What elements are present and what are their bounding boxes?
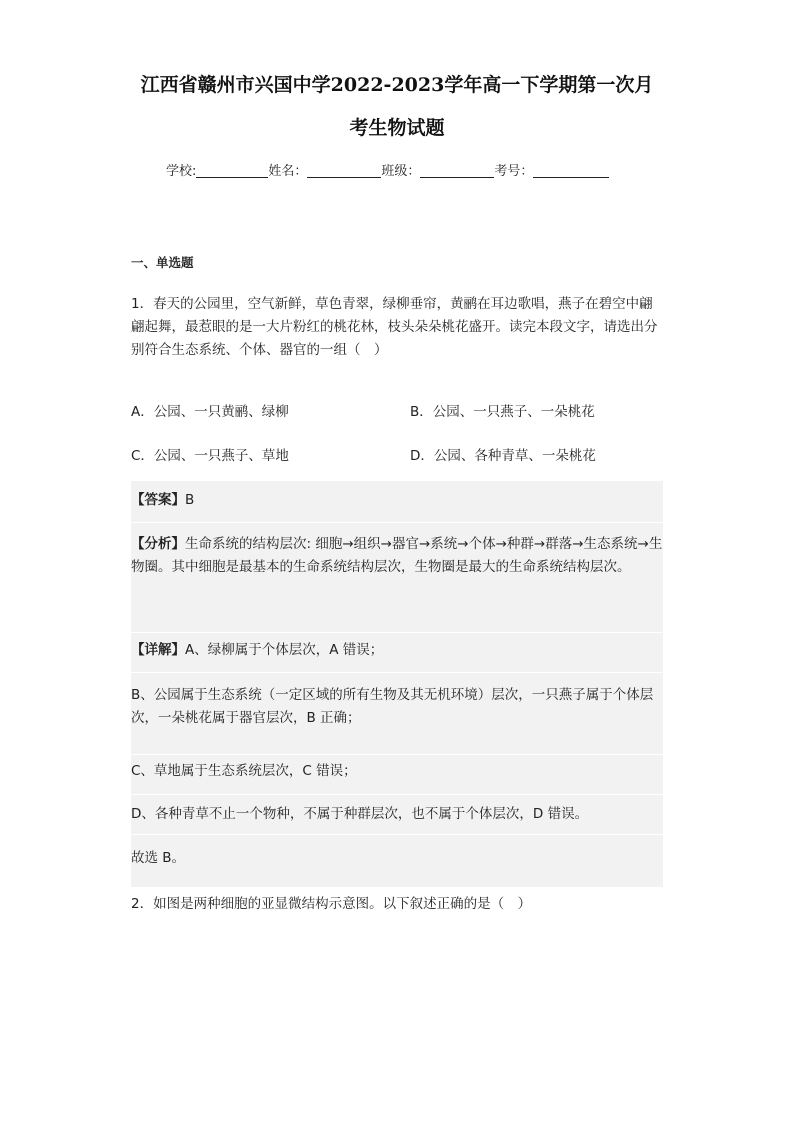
answer-tag: 【答案】	[131, 492, 185, 508]
page-title-line2: 考生物试题	[349, 117, 445, 139]
divider	[131, 794, 663, 795]
divider	[131, 522, 663, 523]
class-label: 班级：	[381, 164, 421, 179]
conclusion-line: 故选 B。	[131, 850, 186, 866]
question-1-stem: 1．春天的公园里，空气新鲜，草色青翠，绿柳垂帘，黄鹂在耳边歌唱，燕子在碧空中翩翩起舞，最惹眼的是一大片粉红的桃花林，枝头朵朵桃花盛开。读完本段文字，请选出分别符合生态系统、个体、器官的一组（ ）	[131, 296, 658, 358]
student-info-row	[166, 160, 609, 179]
divider	[131, 834, 663, 835]
question-1-option-b: B．公园、一只燕子、一朵桃花	[410, 404, 595, 420]
class-blank[interactable]	[420, 163, 494, 178]
analysis-paragraph	[131, 533, 663, 579]
question-1-option-d: D．公园、各种青草、一朵桃花	[410, 448, 596, 464]
answer-value: B	[185, 492, 195, 508]
question-1-option-a: A．公园、一只黄鹂、绿柳	[131, 404, 289, 420]
detail-a-text: A、绿柳属于个体层次，A 错误；	[185, 642, 384, 658]
detail-c-line: C、草地属于生态系统层次，C 错误；	[131, 763, 357, 779]
detail-d-line: D、各种青草不止一个物种，不属于种群层次，也不属于个体层次，D 错误。	[131, 806, 589, 822]
name-blank[interactable]	[307, 163, 381, 178]
exam-number-label: 考号：	[494, 164, 534, 179]
page-title-line1: 江西省赣州市兴国中学2022-2023学年高一下学期第一次月	[140, 74, 654, 96]
detail-a-line	[131, 639, 663, 662]
divider	[131, 754, 663, 755]
analysis-tag: 【分析】	[131, 536, 185, 552]
question-2-stem: 2．如图是两种细胞的亚显微结构示意图。以下叙述正确的是（ ）	[131, 896, 532, 912]
question-1-option-c: C．公园、一只燕子、草地	[131, 448, 289, 464]
analysis-text: 生命系统的结构层次: 细胞→组织→器官→系统→个体→种群→群落→生态系统→生物圈。其中细胞是最基本的生命系统结构层次，生物圈是最大的生命系统结构层次。	[131, 536, 663, 575]
divider	[131, 632, 663, 633]
divider	[131, 672, 663, 673]
section-heading: 一、单选题	[131, 255, 194, 270]
school-blank[interactable]	[196, 163, 268, 178]
answer-line	[131, 489, 663, 512]
name-label: 姓名：	[268, 164, 308, 179]
detail-b-paragraph: B、公园属于生态系统（一定区域的所有生物及其无机环境）层次，一只燕子属于个体层次，一朵桃花属于器官层次，B 正确；	[131, 687, 654, 726]
exam-number-blank[interactable]	[533, 163, 609, 178]
detail-tag: 【详解】	[131, 642, 185, 658]
school-label: 学校:	[166, 164, 197, 179]
